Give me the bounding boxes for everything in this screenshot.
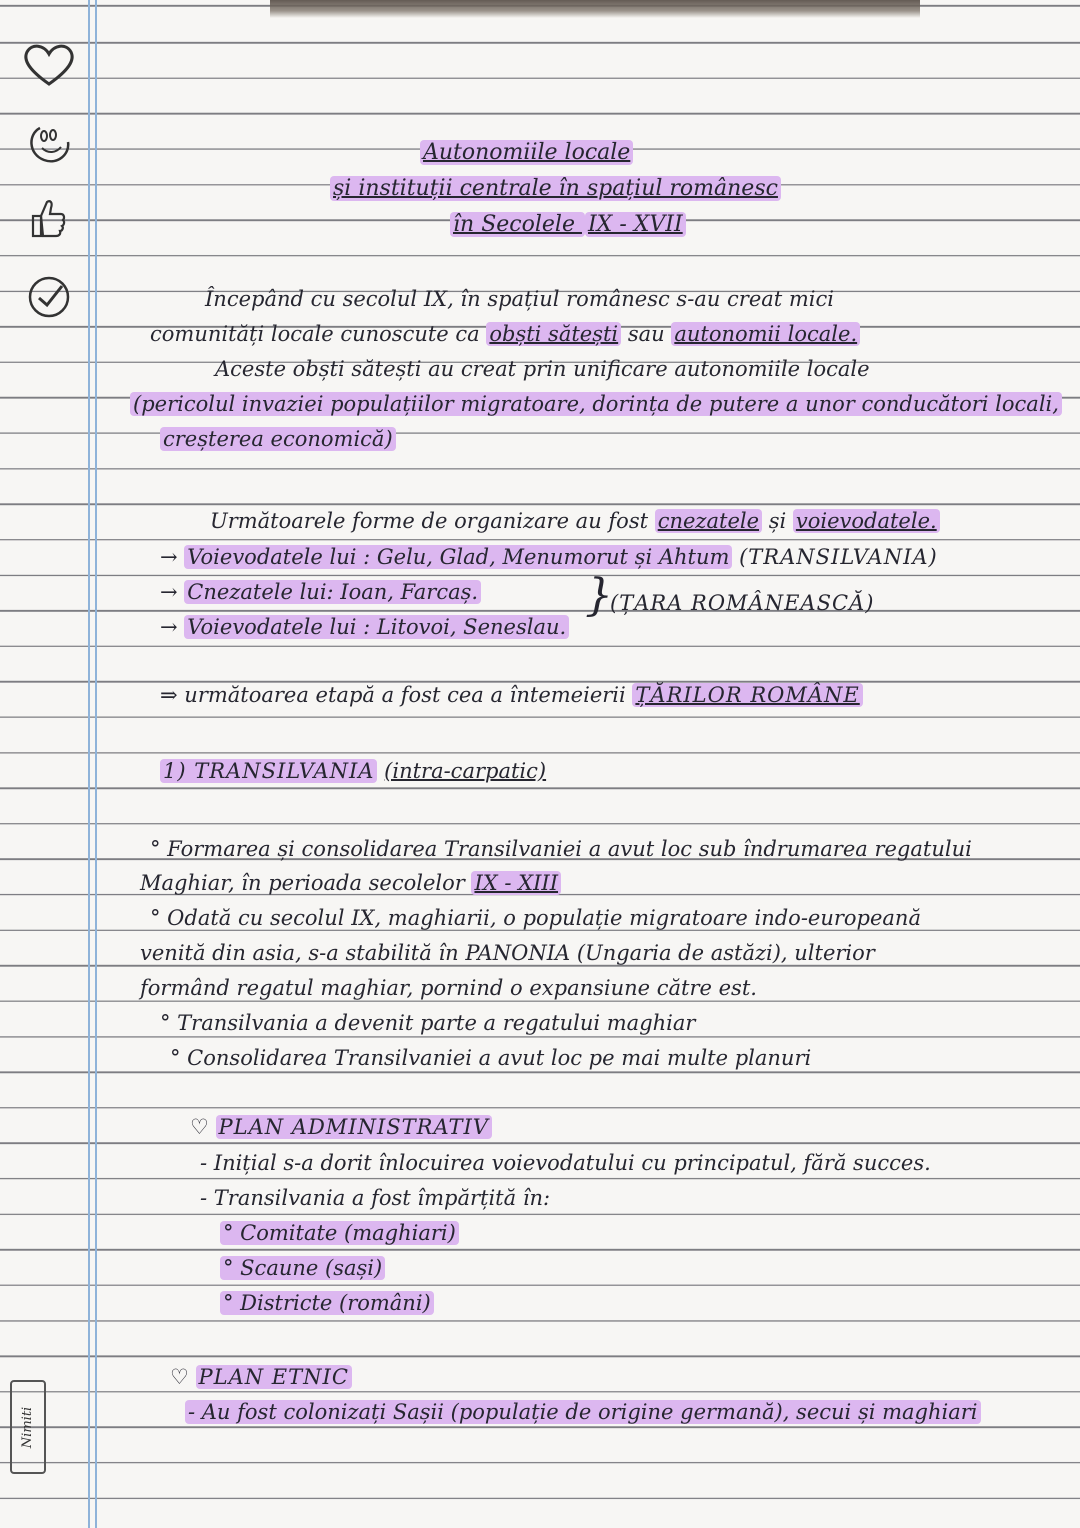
section-1-text: Maghiar, în perioada secolelor <box>140 871 472 895</box>
title-century-label: în Secolele <box>450 212 585 237</box>
forms-region-tara-romaneasca: (ȚARA ROMÂNEASCĂ) <box>610 591 875 615</box>
double-arrow-icon: ⇒ <box>160 683 178 707</box>
conclusion-tari-romane: ȚĂRILOR ROMÂNE <box>632 683 862 707</box>
intro-causes-end: creșterea economică) <box>160 427 396 451</box>
heart-bullet-icon: ♡ <box>190 1115 209 1139</box>
plan-admin-item <box>220 1218 459 1248</box>
intro-highlight-obsti: obști sătești <box>486 322 621 346</box>
plan-admin-line: - Inițial s-a dorit înlocuirea voievodatului cu principatul, fără succes. <box>200 1151 931 1175</box>
forms-item-text: Voievodatele lui : Gelu, Glad, Menumorut și Ahtum <box>184 545 732 569</box>
forms-list-item <box>160 612 569 642</box>
brace-icon: } <box>585 570 613 621</box>
forms-text: Următoarele forme de organizare au fost <box>210 509 655 533</box>
section-1-paragraph: venită din asia, s-a stabilită în PANONIA (Ungaria de astăzi), ulterior <box>140 941 875 965</box>
intro-line-3: Aceste obști sătești au creat prin unificare autonomiile locale <box>215 357 870 381</box>
plan-admin-districte: ° Districte (români) <box>220 1291 434 1315</box>
title-century-range: IX - XVII <box>585 212 686 237</box>
forms-cnezate: cnezatele <box>655 509 762 533</box>
title-subtitle: și instituții centrale în spațiul românesc <box>330 176 781 201</box>
conclusion-text: următoarea etapă a fost cea a întemeierii <box>184 683 633 707</box>
side-icons <box>14 40 84 322</box>
forms-text: și <box>762 509 793 533</box>
section-1-paragraph: ° Formarea și consolidarea Transilvaniei a avut loc sub îndrumarea regatului <box>150 837 972 861</box>
arrow-icon: → <box>160 545 178 569</box>
smiley-icon <box>24 120 74 166</box>
section-1-paragraph <box>140 868 561 898</box>
intro-line-5 <box>160 424 396 454</box>
plan-admin-line: - Transilvania a fost împărțită în: <box>200 1186 551 1210</box>
plan-admin-item <box>220 1288 434 1318</box>
brand-logo <box>10 1380 46 1474</box>
forms-line <box>210 506 940 536</box>
heart-icon <box>19 40 79 90</box>
intro-line-2 <box>150 319 860 349</box>
section-1-paragraph: ° Transilvania a devenit parte a regatului maghiar <box>160 1011 696 1035</box>
forms-item-region: (TRANSILVANIA) <box>739 545 938 569</box>
plan-admin-scaune: ° Scaune (sași) <box>220 1256 385 1280</box>
section-1-century-range: IX - XIII <box>471 871 561 895</box>
title-line-1 <box>420 138 633 168</box>
plan-etnic-title: PLAN ETNIC <box>196 1365 352 1389</box>
forms-list-item <box>160 542 938 572</box>
section-1-paragraph: formând regatul maghiar, pornind o expansiune către est. <box>140 976 757 1000</box>
checkmark-icon <box>24 272 74 322</box>
forms-item-text: Voievodatele lui : Litovoi, Seneslau. <box>184 615 569 639</box>
intro-line-1: Începând cu secolul IX, în spațiul românesc s-au creat mici <box>205 287 834 311</box>
title-main: Autonomiile locale <box>420 140 633 165</box>
section-1-title: 1) TRANSILVANIA <box>160 759 377 783</box>
intro-line-4 <box>130 389 1062 419</box>
forms-list-item <box>160 577 481 607</box>
brand-text: Nimiti <box>20 1406 36 1448</box>
section-1-paragraph: ° Consolidarea Transilvaniei a avut loc pe mai multe planuri <box>170 1046 812 1070</box>
thumbs-up-icon <box>29 196 69 242</box>
forms-voievodate: voievodatele. <box>793 509 940 533</box>
arrow-icon: → <box>160 580 178 604</box>
page-top-shadow <box>270 0 920 18</box>
intro-causes: (pericolul invaziei populațiilor migratoare, dorința de putere a unor conducători locali, <box>130 392 1062 416</box>
margin-line-left <box>88 0 90 1528</box>
section-1-paragraph: ° Odată cu secolul IX, maghiarii, o populație migratoare indo-europeană <box>150 906 921 930</box>
section-1-heading <box>160 756 546 786</box>
plan-admin-heading <box>190 1112 492 1142</box>
plan-etnic-line <box>185 1397 981 1427</box>
intro-text: comunități locale cunoscute ca <box>150 322 487 346</box>
section-1-note: (intra-carpatic) <box>384 759 547 783</box>
intro-text: sau <box>621 322 672 346</box>
intro-highlight-autonomii: autonomii locale. <box>671 322 860 346</box>
arrow-icon: → <box>160 615 178 639</box>
forms-conclusion <box>160 680 863 710</box>
heart-bullet-icon: ♡ <box>170 1365 189 1389</box>
plan-admin-item <box>220 1253 385 1283</box>
margin-line-right <box>95 0 97 1528</box>
forms-item-text: Cnezatele lui: Ioan, Farcaș. <box>184 580 481 604</box>
plan-etnic-heading <box>170 1362 352 1392</box>
plan-admin-comitate: ° Comitate (maghiari) <box>220 1221 459 1245</box>
title-line-2 <box>330 174 781 204</box>
title-line-3 <box>450 210 686 240</box>
plan-etnic-text: - Au fost colonizați Sașii (populație de origine germană), secui și maghiari <box>185 1400 981 1424</box>
plan-admin-title: PLAN ADMINISTRATIV <box>216 1115 492 1139</box>
